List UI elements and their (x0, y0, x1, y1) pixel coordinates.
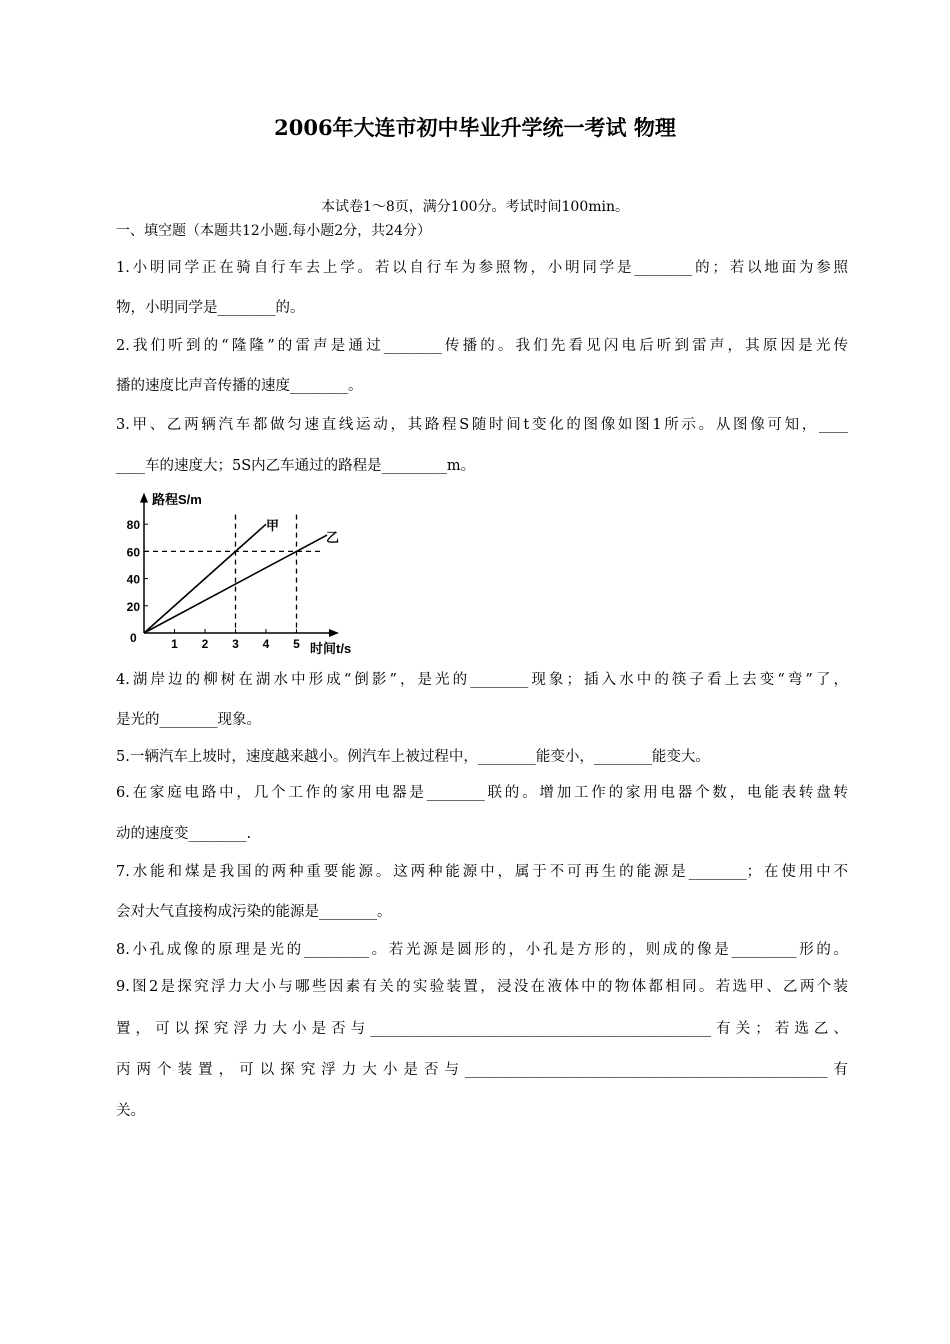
question-line: 是光的________现象。 (116, 712, 261, 728)
x-tick-label: 3 (232, 637, 239, 651)
question-line: 物，小明同学是________的。 (116, 300, 305, 316)
question-line: 会对大气直接构成污染的能源是________。 (116, 904, 392, 920)
y-axis-label: 路程S/m (152, 492, 202, 507)
series-line-jia (144, 524, 266, 633)
y-tick-label: 20 (126, 599, 140, 614)
x-tick-label: 1 (171, 637, 178, 651)
y-tick-label: 60 (126, 545, 140, 560)
question-line: 9.图2是探究浮力大小与哪些因素有关的实验装置，浸没在液体中的物体都相同。若选甲、乙两个装 (116, 979, 848, 995)
distance-time-chart (114, 488, 354, 660)
x-tick-label: 5 (293, 637, 300, 651)
y-tick-label: 40 (126, 572, 140, 587)
question-line: 6.在家庭电路中，几个工作的家用电器是________联的。增加工作的家用电器个数，电能表转盘转 (116, 785, 848, 801)
x-axis-arrow (329, 629, 339, 637)
question-line: 播的速度比声音传播的速度________。 (116, 378, 363, 394)
origin-label: 0 (130, 631, 137, 645)
y-tick-label: 80 (126, 518, 140, 533)
question-line: 8.小孔成像的原理是光的_________。若光源是圆形的，小孔是方形的，则成的像是_________形的。 (116, 942, 848, 958)
x-axis-label: 时间t/s (310, 641, 352, 656)
x-tick-label: 4 (262, 637, 270, 651)
question-line: 4.湖岸边的柳树在湖水中形成“倒影”，是光的________现象；插入水中的筷子看上去变“弯”了， (116, 672, 848, 688)
question-line: 2.我们听到的“隆隆”的雷声是通过________传播的。我们先看见闪电后听到雷声，其原因是光传 (116, 338, 848, 354)
series-label-yi: 乙 (326, 530, 340, 545)
y-axis-arrow (140, 493, 148, 503)
question-line: 动的速度变________. (116, 826, 252, 842)
question-line: ____车的速度大；5S内乙车通过的路程是_________m。 (116, 458, 476, 474)
exam-info: 本试卷1～8页，满分100分。考试时间100min。 (320, 199, 630, 215)
section-heading: 一、填空题（本题共12小题.每小题2分，共24分） (116, 223, 431, 239)
question-line: 1.小明同学正在骑自行车去上学。若以自行车为参照物，小明同学是________的；若以地面为参照 (116, 260, 848, 276)
series-label-jia: 甲 (266, 518, 280, 533)
question-line: 置，可以探究浮力大小是否与_______________________________________________有关；若选乙、 (116, 1021, 848, 1037)
question-line: 3.甲、乙两辆汽车都做匀速直线运动，其路程S随时间t变化的图像如图1所示。从图像可知，____ (116, 417, 848, 433)
question-line: 5.一辆汽车上坡时，速度越来越小。例汽车上被过程中，________能变小，________能变大。 (116, 749, 710, 765)
question-line: 7.水能和煤是我国的两种重要能源。这两种能源中，属于不可再生的能源是________；在使用中不 (116, 864, 848, 880)
page-title: 2006年大连市初中毕业升学统一考试 物理 (274, 115, 676, 140)
question-line: 丙两个装置，可以探究浮力大小是否与__________________________________________________有 (116, 1062, 848, 1078)
question-line: 关。 (116, 1103, 145, 1119)
x-tick-label: 2 (201, 637, 209, 651)
